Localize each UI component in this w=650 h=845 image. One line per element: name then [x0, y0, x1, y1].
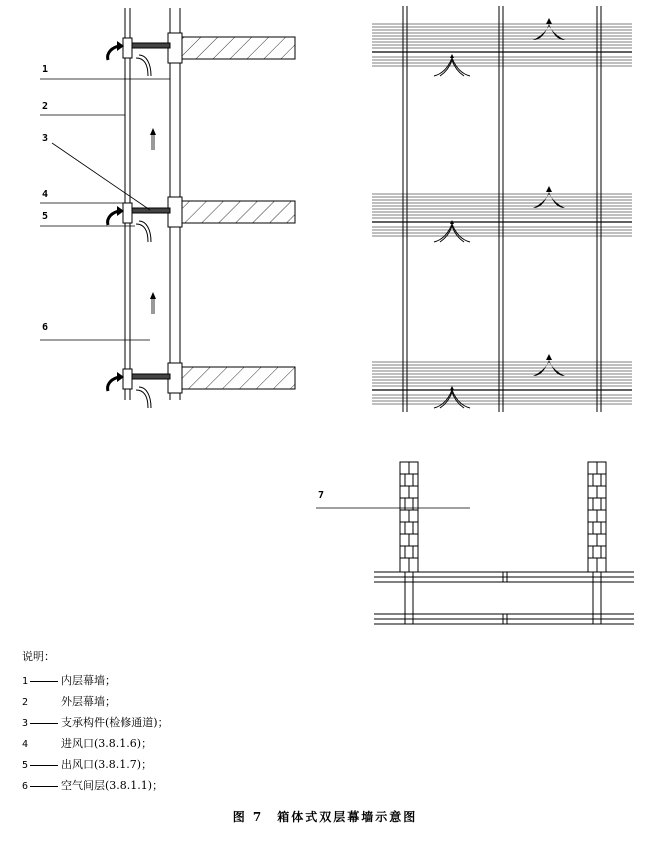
callout-3: 3 [42, 133, 49, 144]
grille-band [372, 194, 632, 236]
callout-1: 1 [42, 64, 49, 75]
brick-column [400, 462, 418, 572]
plan-view [316, 462, 634, 624]
grille-band [372, 24, 632, 66]
legend-list [22, 670, 169, 796]
figure-number: 图 7 [232, 810, 264, 824]
elevation-view [372, 6, 632, 412]
legend-item: 1 内层幕墙； [22, 674, 116, 687]
outlet-arrow-icon [136, 221, 151, 242]
floor-slab [180, 367, 295, 389]
outlet-arrow-icon [136, 387, 151, 408]
floor-slab [180, 201, 295, 223]
inlet-arrow-icon [108, 41, 124, 60]
legend-item: 5 出风口(3.8.1.7)； [22, 758, 153, 771]
floor-slab [180, 37, 295, 59]
legend-item: 2 外层幕墙； [22, 695, 116, 708]
callout-7: 7 [318, 490, 325, 501]
legend-title: 说明： [22, 650, 55, 663]
section-view [40, 8, 295, 408]
support-member [130, 208, 170, 213]
callout-5: 5 [42, 211, 49, 222]
inlet-arrow-icon [108, 372, 124, 391]
callout-6: 6 [42, 322, 49, 333]
callout-2: 2 [42, 101, 49, 112]
legend-item: 3 支承构件(检修通道)； [22, 716, 169, 729]
updraft-arrow-icon [150, 292, 156, 314]
outlet-arrow-icon [533, 18, 565, 40]
legend-item: 6 空气间层(3.8.1.1)； [22, 779, 164, 792]
inlet-arrow-icon [434, 386, 470, 408]
brick-column [588, 462, 606, 572]
figure-caption [0, 808, 650, 825]
support-member [130, 374, 170, 379]
legend-item: 4 进风口(3.8.1.6)； [22, 737, 153, 750]
callout-4: 4 [42, 189, 49, 200]
inlet-arrow-icon [108, 206, 124, 225]
outlet-arrow-icon [136, 55, 151, 76]
inlet-arrow-icon [434, 220, 470, 242]
support-member [130, 43, 170, 48]
updraft-arrow-icon [150, 128, 156, 150]
grille-band [372, 362, 632, 404]
figure-title: 箱体式双层幕墙示意图 [277, 810, 418, 824]
